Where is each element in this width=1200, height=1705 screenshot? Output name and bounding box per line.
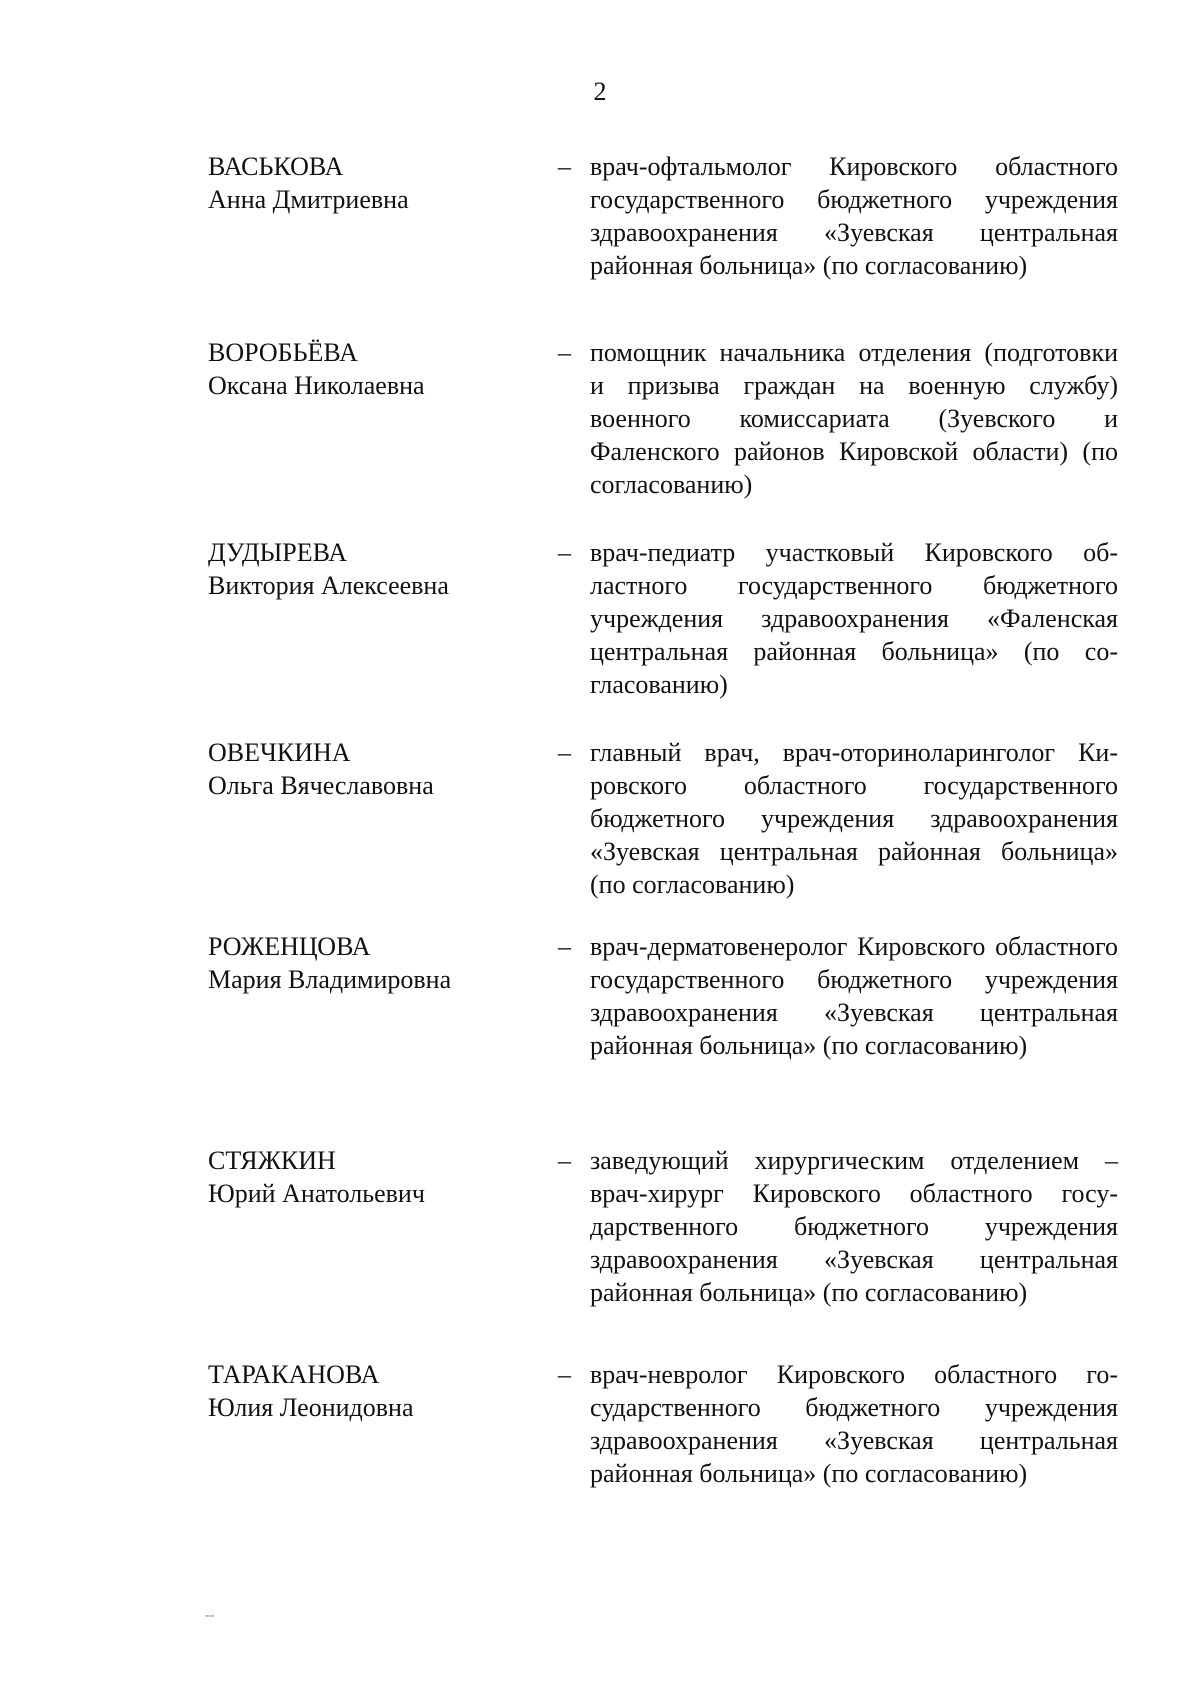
entry-dash: – [558, 538, 571, 567]
member-given-name: Оксана Николаевна [208, 371, 425, 400]
member-surname: ДУДЫРЕВА [208, 538, 348, 567]
member-name [208, 336, 548, 402]
member-position: врач-педиатр участковый Кировского областного государственного бюджетного учреждения здравоохранения «Фаленская центральная районная больница» (по согласованию) [590, 538, 1118, 699]
member-position: помощник начальника отделения (подготовки и призыва граждан на военную службу) военного комиссариата (Зуевского и Фаленского районов Кировской области) (по согласованию) [590, 338, 1118, 499]
bottom-mark: -- [205, 1608, 215, 1623]
member-position: заведующий хирургическим отделением – врач-хирург Кировского областного государственного бюджетного учреждения здравоохранения «Зуевская центральная районная больница» (по согласованию) [590, 1146, 1118, 1307]
member-given-name: Виктория Алексеевна [208, 571, 449, 600]
member-position: врач-дерматовенеролог Кировского областного государственного бюджетного учреждения здравоохранения «Зуевская центральная районная больница» (по согласованию) [590, 932, 1118, 1060]
entry-dash: – [558, 1360, 571, 1389]
member-name [208, 1358, 548, 1424]
member-surname: СТЯЖКИН [208, 1146, 336, 1175]
member-position: врач-невролог Кировского областного государственного бюджетного учреждения здравоохранения «Зуевская центральная районная больница» (по согласованию) [590, 1360, 1118, 1488]
member-name [208, 930, 548, 996]
entry-dash: – [558, 932, 571, 961]
member-surname: ВАСЬКОВА [208, 152, 344, 181]
member-surname: ОВЕЧКИНА [208, 738, 351, 767]
entry-dash: – [558, 338, 571, 367]
member-name [208, 736, 548, 802]
member-surname: ТАРАКАНОВА [208, 1360, 380, 1389]
member-surname: ВОРОБЬЁВА [208, 338, 358, 367]
member-given-name: Мария Владимировна [208, 965, 452, 994]
member-given-name: Юлия Леонидовна [208, 1393, 414, 1422]
page-number: 2 [593, 77, 607, 106]
entry-dash: – [558, 738, 571, 767]
member-given-name: Юрий Анатольевич [208, 1179, 425, 1208]
member-position: главный врач, врач-оториноларинголог Кировского областного государственного бюджетного учреждения здравоохранения «Зуевская центральная районная больница» (по согласованию) [590, 738, 1118, 899]
member-name [208, 1144, 548, 1210]
entry-dash: – [558, 1146, 571, 1175]
member-given-name: Анна Дмитриевна [208, 185, 409, 214]
member-surname: РОЖЕНЦОВА [208, 932, 371, 961]
member-name [208, 536, 548, 602]
member-position: врач-офтальмолог Кировского областного государственного бюджетного учреждения здравоохранения «Зуевская центральная районная больница» (по согласованию) [590, 152, 1118, 280]
member-name [208, 150, 548, 216]
member-given-name: Ольга Вячеславовна [208, 771, 434, 800]
entry-dash: – [558, 152, 571, 181]
